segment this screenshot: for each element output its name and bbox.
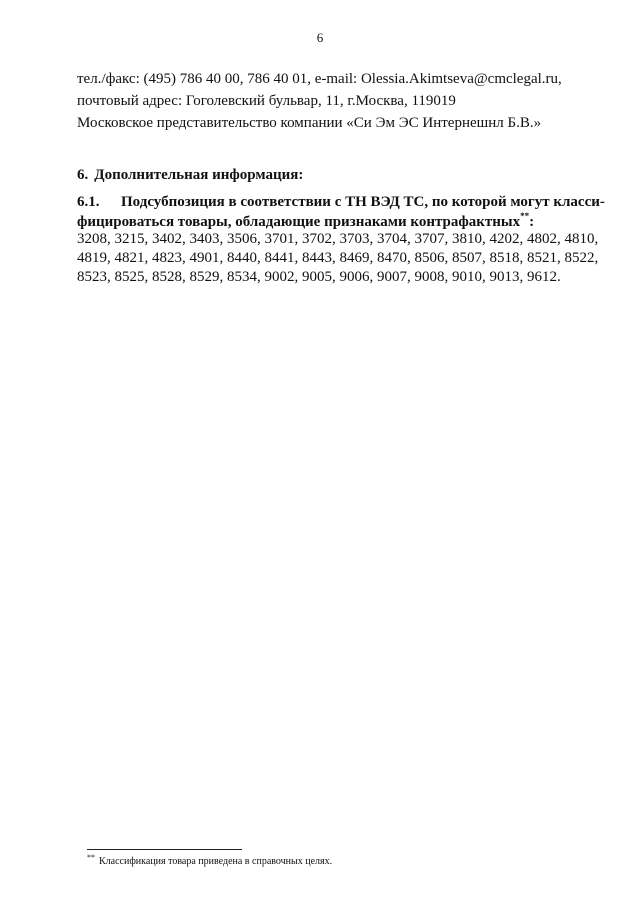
footnote bbox=[87, 855, 332, 869]
footnote-separator bbox=[87, 849, 242, 850]
codes-line: 3208, 3215, 3402, 3403, 3506, 3701, 3702, 3703, 3704, 3707, 3810, 4202, 4802, 4810, bbox=[77, 231, 599, 247]
contact-phone-line: тел./факс: (495) 786 40 00, 786 40 01, e-mail: Olessia.Akimtseva@cmclegal.ru, bbox=[77, 71, 562, 87]
section-title: Дополнительная информация: bbox=[94, 167, 304, 183]
footnote-reference: ** bbox=[520, 211, 530, 221]
section-number: 6. bbox=[77, 167, 89, 183]
subsection-trailing-colon: : bbox=[529, 214, 535, 230]
codes-line: 8523, 8525, 8528, 8529, 8534, 9002, 9005, 9006, 9007, 9008, 9010, 9013, 9612. bbox=[77, 269, 561, 285]
subsection-line-1 bbox=[77, 192, 610, 212]
footnote-text: Классификация товара приведена в справочных целях. bbox=[99, 856, 333, 867]
subsection-line-2 bbox=[77, 212, 610, 232]
subsection-text-2: фицироваться товары, обладающие признаками контрафактных bbox=[77, 214, 521, 230]
subsection-text-1: Подсубпозиция в соответствии с ТН ВЭД ТС, по которой могут класси- bbox=[121, 194, 605, 210]
codes-line: 4819, 4821, 4823, 4901, 8440, 8441, 8443, 8469, 8470, 8506, 8507, 8518, 8521, 8522, bbox=[77, 250, 599, 266]
contact-address-line: почтовый адрес: Гоголевский бульвар, 11, г.Москва, 119019 bbox=[77, 93, 456, 109]
section-heading bbox=[77, 164, 303, 186]
footnote-mark: ** bbox=[87, 853, 95, 862]
tariff-codes-list bbox=[77, 230, 612, 287]
contact-office-line: Московское представительство компании «Си Эм ЭС Интернешнл Б.В.» bbox=[77, 115, 542, 131]
subsection-heading bbox=[77, 192, 610, 232]
page-number: 6 bbox=[316, 30, 324, 45]
subsection-number: 6.1. bbox=[77, 194, 100, 210]
contact-block bbox=[77, 68, 617, 134]
